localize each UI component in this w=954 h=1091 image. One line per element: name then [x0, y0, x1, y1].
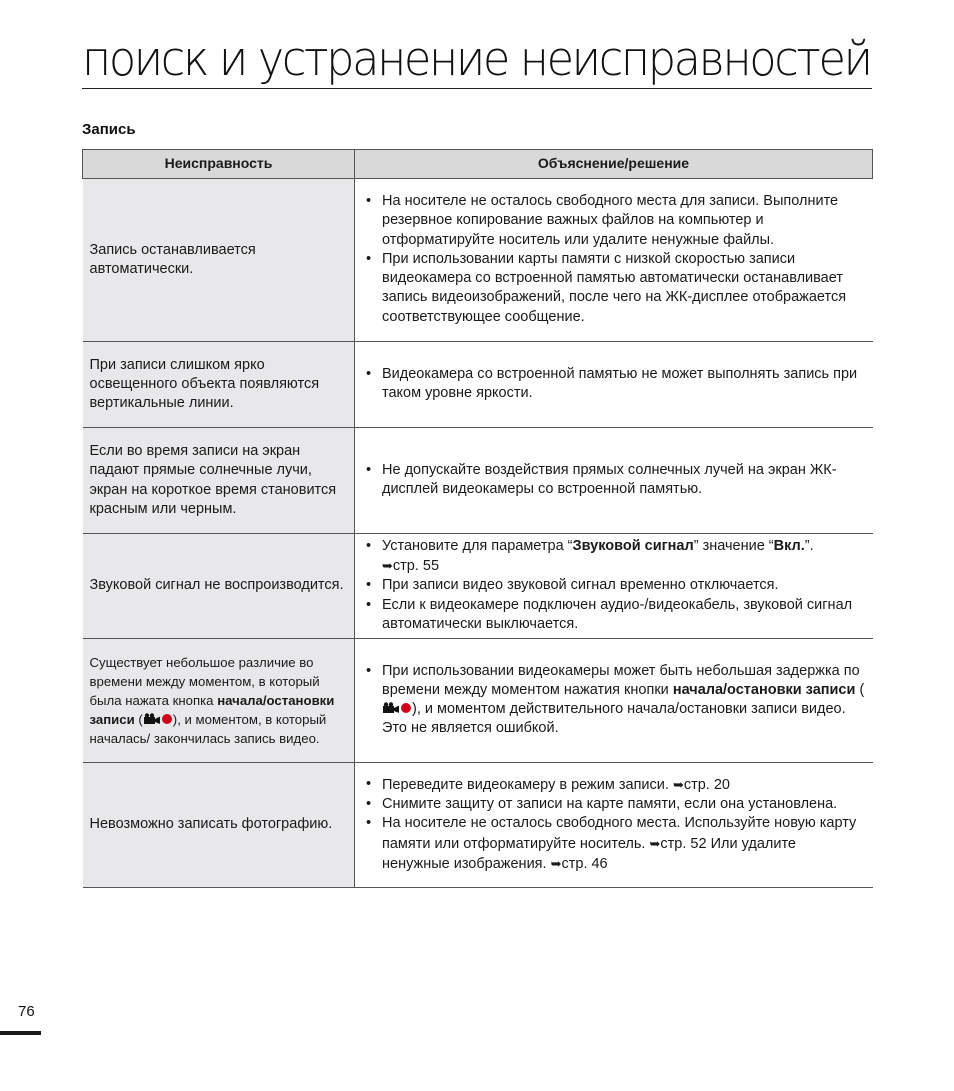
problem-cell: Невозможно записать фотографию. [83, 763, 355, 888]
problem-cell: Запись останавливается автоматически. [83, 179, 355, 342]
solution-cell [355, 428, 873, 534]
problem-cell: При записи слишком ярко освещенного объекта появляются вертикальные линии. [83, 342, 355, 428]
solution-cell [355, 763, 873, 888]
record-button-icon [143, 712, 173, 726]
setting-name: Звуковой сигнал [572, 538, 694, 554]
table-row [83, 763, 873, 888]
section-heading: Запись [82, 121, 136, 138]
solution-item: • Снимите защиту от записи на карте памяти, если она установлена. [363, 795, 865, 814]
page-reference: ➥стр. 55 [382, 558, 440, 575]
table-row [83, 639, 873, 763]
right-arrow-icon: ➥ [382, 558, 393, 574]
table-row [83, 179, 873, 342]
button-name: начала/остановки записи [672, 681, 856, 698]
column-header-problem: Неисправность [83, 150, 355, 179]
table-header-row [83, 150, 873, 179]
column-header-solution: Объяснение/решение [355, 150, 873, 179]
table-row [83, 342, 873, 428]
setting-value: Вкл. [773, 538, 805, 554]
solution-cell [355, 179, 873, 342]
page-number: 76 [18, 1003, 35, 1020]
solution-item: • На носителе не осталось свободного места. Используйте новую карту памяти или отформатируйте носитель. ➥стр. 52 Или удалите ненужные изображения. ➥стр. 46 [363, 814, 865, 874]
page-reference: ➥стр. 52 [649, 835, 707, 852]
solution-cell [355, 534, 873, 639]
right-arrow-icon: ➥ [649, 835, 661, 851]
solution-item: • Если к видеокамере подключен аудио-/видеокабель, звуковой сигнал автоматически выключается. [363, 596, 865, 634]
page-reference: ➥стр. 46 [550, 855, 608, 872]
solution-cell [355, 639, 873, 763]
title-rule [82, 88, 872, 89]
solution-item: • Установите для параметра “Звуковой сигнал” значение “Вкл.”. ➥стр. 55 [363, 537, 865, 576]
problem-cell: Если во время записи на экран падают прямые солнечные лучи, экран на короткое время становится красным или черным. [83, 428, 355, 534]
page-title: поиск и устранение неисправностей [82, 32, 871, 87]
solution-item: • Не допускайте воздействия прямых солнечных лучей на экран ЖК- дисплей видеокамеры со встроенной памятью. [363, 461, 865, 499]
table-row [83, 534, 873, 639]
solution-item: • На носителе не осталось свободного места для записи. Выполните резервное копирование важных файлов на компьютер и отформатируйте носитель или удалите ненужные файлы. [363, 192, 865, 250]
solution-item: • При использовании карты памяти с низкой скоростью записи видеокамера со встроенной памятью автоматически останавливает запись видеоизображений, после чего на ЖК-дисплее отображается соответствующее сообщение. [363, 250, 865, 327]
troubleshooting-table [82, 149, 873, 888]
right-arrow-icon: ➥ [550, 855, 562, 871]
problem-cell: Звуковой сигнал не воспроизводится. [83, 534, 355, 639]
solution-item: • Переведите видеокамеру в режим записи. ➥стр. 20 [363, 775, 865, 795]
solution-item: • При использовании видеокамеры может быть небольшая задержка по времени между моментом нажатия кнопки начала/остановки записи ( ), и моментом действительного начала/остановки записи видео. Это не является ошибкой. [363, 662, 865, 739]
page-reference: ➥стр. 20 [672, 777, 730, 793]
solution-cell [355, 342, 873, 428]
record-button-icon [382, 701, 412, 715]
button-name: начала/остановки записи [89, 692, 335, 728]
solution-item: • При записи видео звуковой сигнал временно отключается. [363, 576, 865, 595]
problem-cell: Существует небольшое различие во времени между моментом, в который была нажата кнопка начала/остановки записи ( ), и моментом, в который началась/ закончилась запись видео. [83, 639, 355, 763]
right-arrow-icon: ➥ [672, 777, 684, 792]
table-row [83, 428, 873, 534]
solution-item: • Видеокамера со встроенной памятью не может выполнять запись при таком уровне яркости. [363, 365, 865, 403]
page-number-rule [0, 1031, 41, 1035]
